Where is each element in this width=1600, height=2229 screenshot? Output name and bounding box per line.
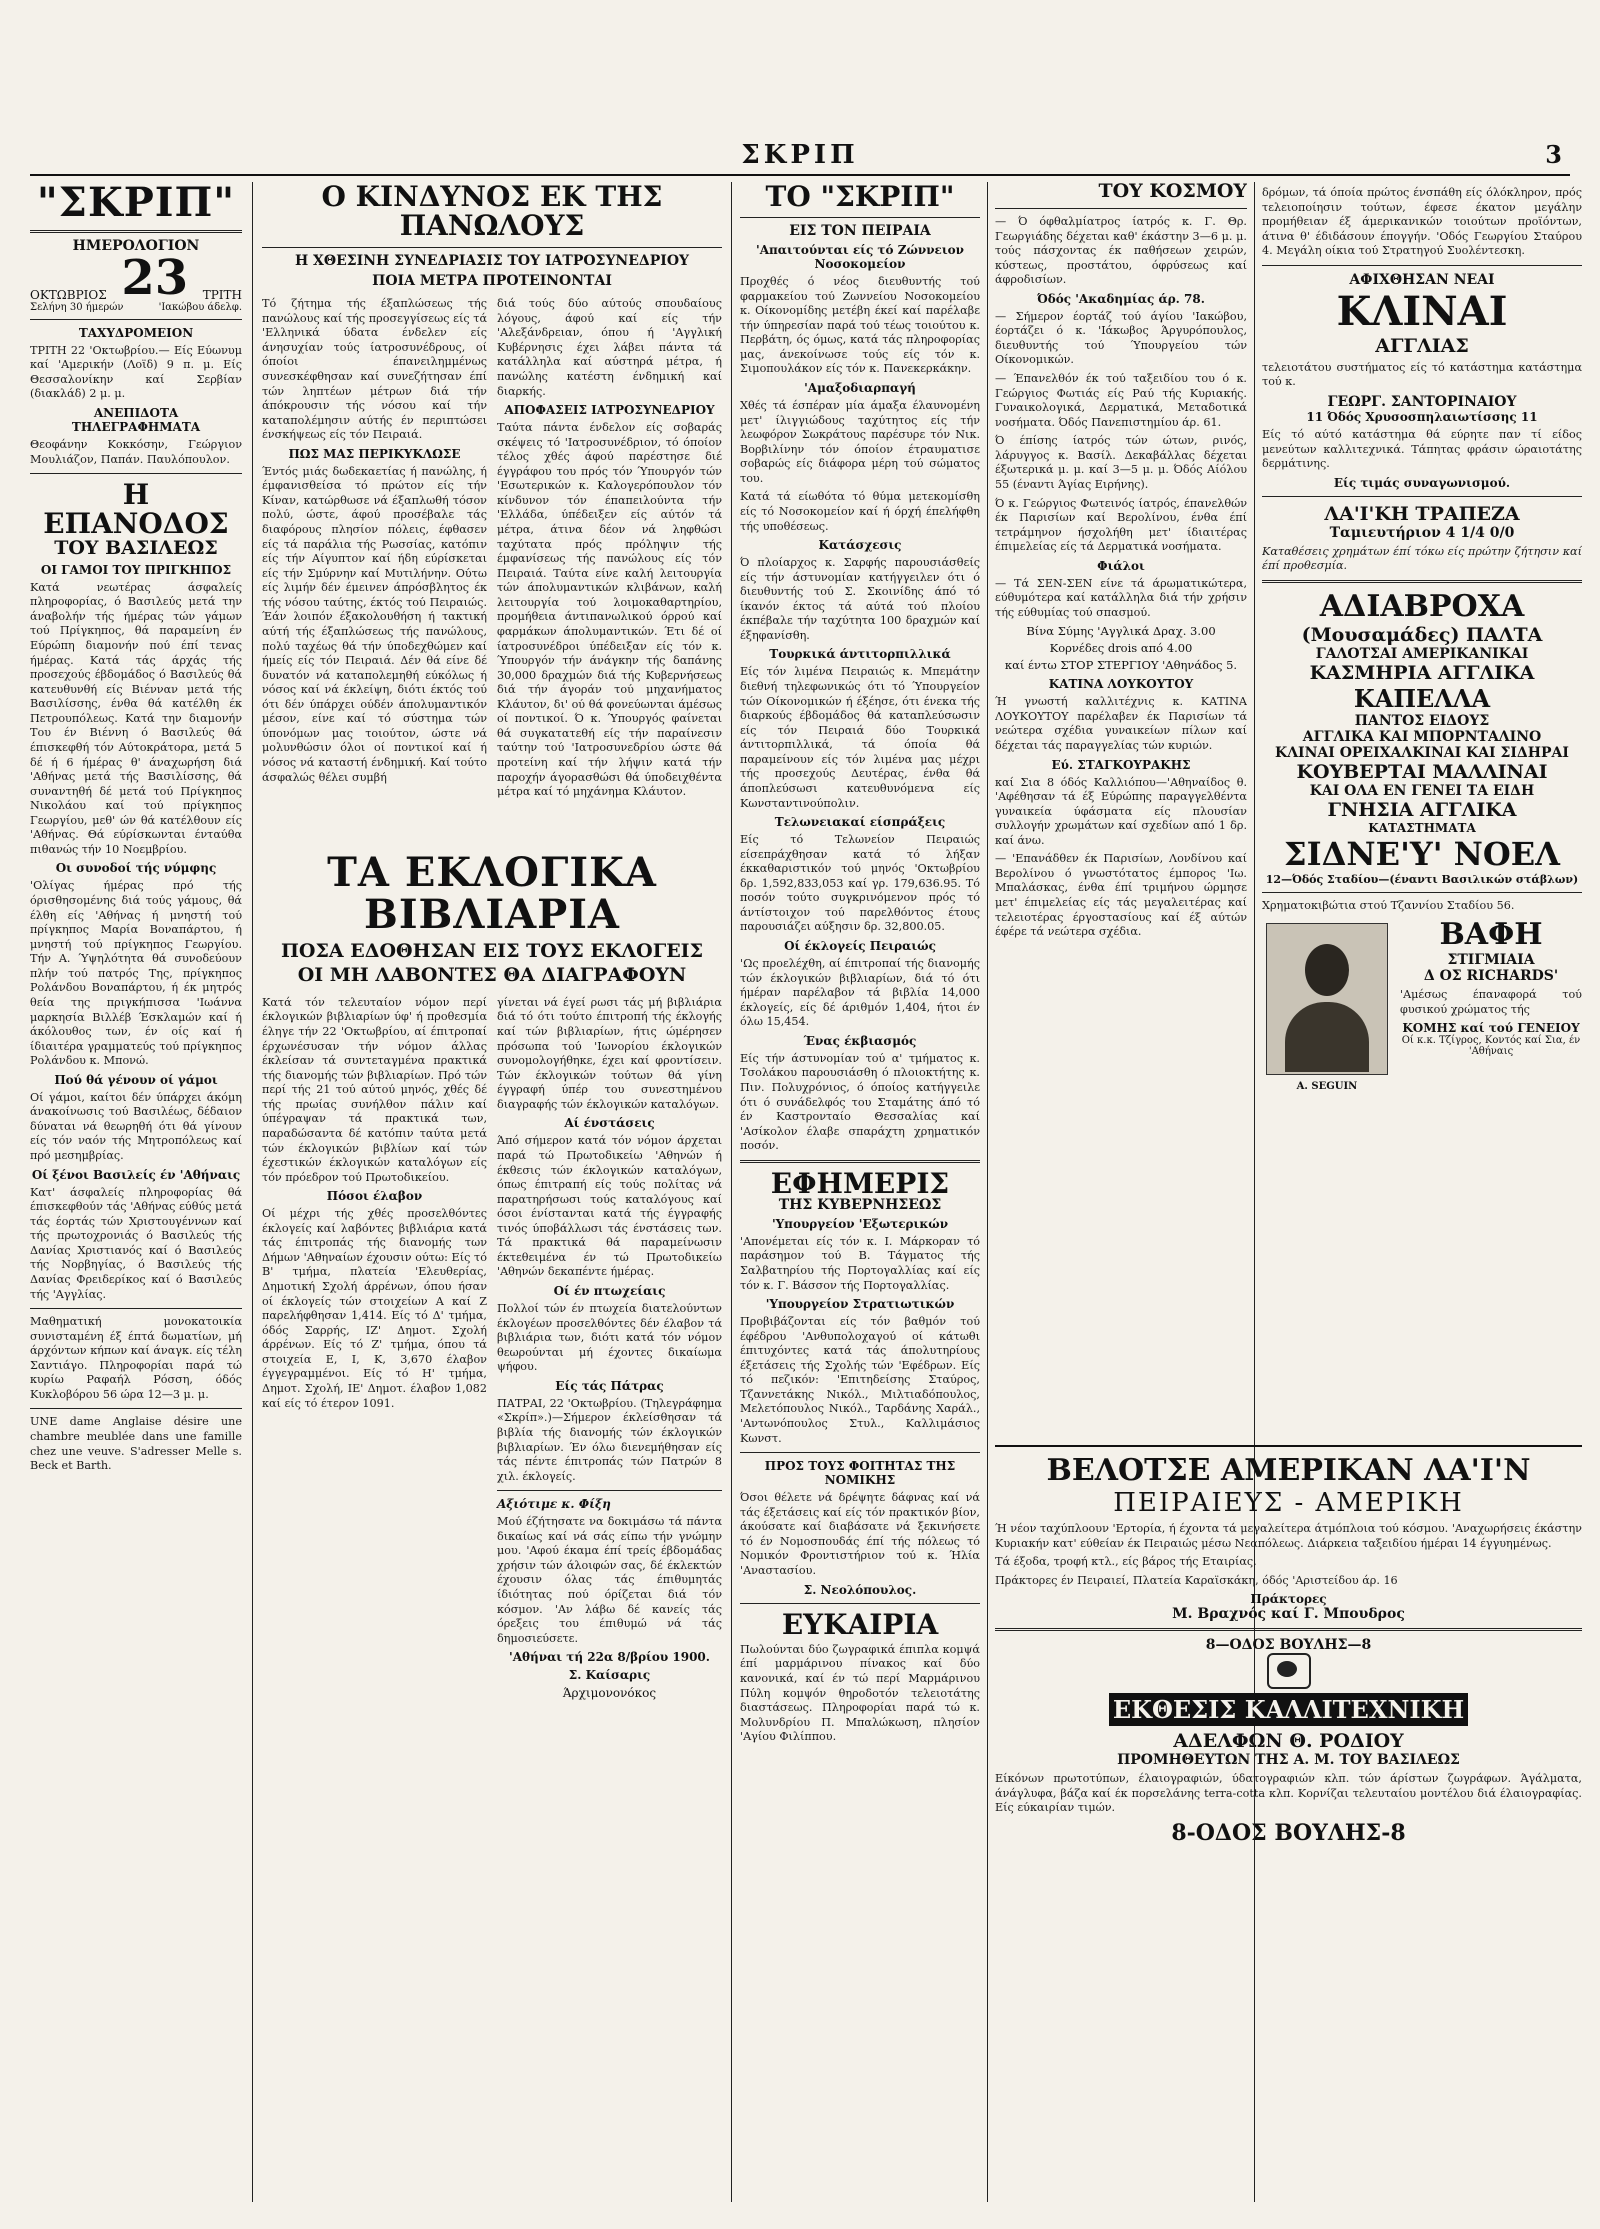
column-ads [1262,182,1582,1437]
army-heading: 'Υπουργείον Στρατιωτικών [765,1297,955,1312]
divider [30,473,242,474]
coats-title: ΑΔΙΑΒΡΟΧΑ [1319,588,1525,624]
divider [740,1452,980,1453]
calendar-moon: Σελήνη 30 ήμερών [30,301,124,313]
shop-text: καί Σια 8 όδός Καλλιόπου—'Αθηναίδος θ. 'Αφέθησαν τά έξ Εύρώπης παραγγελθέντα γυναικεία ύφάσματα είς πλουσίαν συλλογήν χρωμάτων καί σχεδίων από 1 δρ. καί άνω. [995,775,1247,847]
classified-ad: Μαθηματική μονοκατοικία συνισταμένη έξ έπτά δωματίων, μή άρχόντων κήπων καί άναγκ. είς τέλη Σαντιάγο. Πληροφορίαι παρά τώ κυρίω Ραφαήλ Ρόσση, όδός Κυκλοβόρου 56 ώρα 12—3 μ. μ. [30,1315,242,1401]
exhibit-subtitle-2: ΠΡΟΜΗΘΕΥΤΩΝ ΤΗΣ Α. Μ. ΤΟΥ ΒΑΣΙΛΕΩΣ [1117,1752,1460,1769]
spread-text: Έντός μιάς δωδεκαετίας ή πανώλης, ή έμφανισθείσα τό πρώτον είς τήν Κίναν, κατώρθωσε νά έξαπλωθή τόσον πολύ, ώστε, άφού προσέβαλε τάς διαφόρους πλησίον πόλεις, έφθασεν είς τά παράλια τής Ρωσσίας, κατόπιν είς τήν Αίγυπτον καί ήδη εύρίσκεται είς τήν Σμύρνην καί Μυτιλήνην. Ούτω είς λιμήν δέν έμεινεν άπρόσβλητος έκ τής νόσου ταύτης, έκτός τού Πειραιώς. Έάν λοιπόν έξακολουθήση ή τακτική αύτή τής έξαπλώσεως τής πανώλους, πολύ ταχέως θά τήν ύποδεχθώμεν καί ήμείς είς τόν Πειραιά. Δέν θά είνε δέ δυνατόν νά καταπολεμηθή εύκόλως ή νόσος καί νά έκλείψη, διότι έκτός τού ότι δέν ύπάρχει ούδέν άπολυμαντικόν μέσον, είνε καί τό σύστημα τών ύπονόμων μας τοιούτον, ώστε νά μολυνθώσιν όλοι οί ποντικοί καί ή νόσος νά καταστή ένδημική. Καί τούτο άσφαλώς θέλει συμβή [262,464,487,784]
divider [262,247,722,248]
dye-text-2: ΚΟΜΗΣ καί τού ΓΕΝΕΙΟΥ [1402,1021,1580,1036]
column-society [995,182,1247,1437]
column-rule [987,182,988,2202]
coats-line: ΓΝΗΣΙΑ ΑΓΓΛΙΚΑ [1327,798,1517,821]
beds-owner: ΓΕΩΡΓ. ΣΑΝΤΟΡΙΝΑΙΟΥ [1327,393,1517,410]
carriage-text-2: Κατά τά είωθότα τό θύμα μετεκομίσθη είς τό Νοσοκομείον καί ή όρχή έπελήφθη τής υποθέσεως. [740,490,980,533]
booklets-title: ΤΑ ΕΚΛΟΓΙΚΑ ΒΙΒΛΙΑΡΙΑ [327,852,657,938]
bride-heading: Οι συνοδοί τής νύμφης [55,861,217,876]
shipping-agents-label: Πράκτορες [1250,1592,1327,1607]
coats-line: ΚΑΣΜΗΡΙΑ ΑΓΓΛΙΚΑ [1309,661,1535,684]
letter-signature: Σ. Καίσαρις [568,1668,651,1683]
wedding-heading: ΟΙ ΓΑΜΟΙ ΤΟΥ ΠΡΙΓΚΗΠΟΣ [40,562,232,577]
portrait-caption: A. SEGUIN [1296,1081,1358,1093]
booklets-subtitle: ΠΟΣΑ ΕΔΟΘΗΣΑΝ ΕΙΣ ΤΟΥΣ ΕΚΛΟΓΕΙΣ [280,940,704,962]
shipping-and-exhibit-ads [995,1445,1582,2204]
plague-text: Τό ζήτημα τής έξαπλώσεως τής πανώλους καί τής προσεγγίσεως είς τά 'Ελληνικά ύδατα ένδελεν είς άνησυχίαν τούς ίατροσυνέδρους, οί όποίοι έπανειλημμένως συνεσκέφθησαν καί συνεζήτησαν έπί τών ληπτέων μέτρων διά τήν άπόκρουσιν τής νόσου καί τήν καταπολέμησιν αύτής έν περιπτώσει ένσκήψεως είς τόν Πειραιά. [262,297,487,442]
when-heading: Πού θά γένουν οί γάμοι [54,1072,218,1087]
seizure-text: Ό πλοίαρχος κ. Σαρφής παρουσιάσθείς είς τήν άστυνομίαν κατήγγειλεν ότι ό διευθυντής τού Σ. Σκοινίδης άπό τό ίκανόν έκτος τά αύτά τού πλοίου έκπέβαλε τήν ταχύτητα 100 δραχμών καί έξηφανίσθη. [740,556,980,642]
post-heading: ΤΑΧΥΔΡΟΜΕΙΟΝ [78,325,194,340]
safes-text: Χρηματοκιβώτια στού Τζαννίου Σταδίου 56. [1262,898,1515,912]
beds-prices: Είς τιμάς συναγωνισμού. [1333,475,1511,490]
plague-article [262,182,722,842]
army-text: Προβιβάζονται είς τόν βαθμόν τού έφέδρου 'Ανθυπολοχαγού οί κάτωθι έπιτυχόντες κατά τάς άπολυτηρίους έξετάσεις τής Σχολής τών 'Εφέδρων. Είς τό πεζικόν: 'Επιτηδείσης Σταύρος, Τζαννετάκης Νικόλ., Μιλτιαδόπουλος, Μελετόπουλος Νικόλ., Ταρδάνης Χαράλ., 'Αντωνόπουλος Στυλ., Καλλιμάσιος Κωνστ. [740,1315,980,1445]
price-line: Κορνέδες drois από 4.00 [1049,641,1193,656]
bargain-title: ΕΥΚΑΙΡΙΑ [781,1607,939,1641]
law-text: Όσοι θέλετε νά δρέψητε δάφνας καί νά τάς έξετάσεις καί είς τόν πρακτικόν βίον, άκούσατε καί διαβάσατε νά ξεκινήσετε τό έν Νομοσπουδάς έπί τής πόλεως τό Νομικόν Φροντιστήριον τού κ. Ήλία 'Αναστασίου. [740,1491,980,1577]
hospital-text: Προχθές ό νέος διευθυντής τού φαρμακείου τού Ζωννείου Νοσοκομείου κ. Οίκονομίδης μετέβη έκεί καί παρέλαβε τήν ύπηρεσίαν παρά τού τέως τοιούτου κ. Περβάτη, ός όμως, κατά τάς πληροφορίας μας, άνεκοίνωσε τούς είς τόν κ. Σιμοπουλάκον είς τόν κ. Πανεκερκάκην. [740,275,980,376]
divider [1262,580,1582,583]
bargain-text: Πωλούνται δύο ζωγραφικά έπιπλα κομψά έπί μαρμάρινου πίνακος καί δύο κανονικά, καί έν τώ περί Μαρμάρινου Πύλη κομψόν θηροδοτόν τελειοτάτης διαστάσεως. Πληροφορίαι παρά τώ κ. Μολυνδρίου Π. Μπαλώκωση, πλησίον 'Αγίου Φιλίππου. [740,1642,980,1744]
shop-name: ΣΙΔΝΕ'Υ' ΝΟΕΛ [1284,834,1560,873]
dye-text: 'Αμέσως έπαναφορά τού φυσικού χρώματος τής [1400,988,1582,1016]
shipping-agents: Πράκτορες έν Πειραιεί, Πλατεία Καραϊσκάκη, όδός 'Αριστείδου άρ. 16 [995,1573,1398,1587]
decisions-text: Ταύτα πάντα ένδελον είς σοβαράς σκέψεις τό 'Ιατροσυνέδριον, τό όποίον τέλος χθές άφού παρέστησε διέ έγγράφου του πρός τόν Ύπουργόν τών 'Εσωτερικών κ. Καλογερόπουλον τόν κίνδυνον τόν έπαπειλούντα τήν 'Ελλάδα, ύπέδειξεν είς αύτόν τά μέτρα, άτινα δέον νά ληφθώσι ταχύτατα πρός πρόληψιν τής έμφανίσεως τής πανώλους είς τόν Πειραιά. Ταύτα είνε καλή λειτουργία τών άπολυμαντικών κλιβάνων, καλή λειτουργία τού λοιμοκαθαρτηρίου, προμήθεια άντιπανωλικού όρρού καί φαρμάκων άπολυμαντικών. Έτι δέ οί ίατροσυνέδροι ύπέδειξαν είς τόν κ. Ύπουργόν τήν άνάγκην τής δαπάνης 30,000 δραχμών διά τής Κυβερνήσεως διά τήν άγοράν τού μηχανήματος Κλάυτον, δι' ού θά φονεύωνται άμέσως οί ποντικοί. Ό κ. Ύπουργός φαίνεται θά συγκατατεθή είς τήν παραίνεσιν ταύτην τού 'Ιατροσυνεδρίου ώστε θά προτείνη καί τήν λήψιν κατά τήν παροχήν άγορασθώσι θά ύποδειχθέντα μέτρα καί τό μηχάνημα Κλάυτον. [497,421,722,799]
booklets-text: Άπό σήμερον κατά τόν νόμον άρχεται παρά τώ Πρωτοδικείω 'Αθηνών ή έκθεσις τών έκλογικών καταλόγων, όπως έπιτραπή είς τούς πολίτας νά παρατηρήσωσι τούς καταλόγους καί όσοι ένίστανται κατά τής έγγραφής τινός ύποβάλλωσι τάς ένστάσεις των. Τά πρακτικά θά παραμείνωσιν έκτεθειμένα έν τώ Πρωτοδικείω 'Αθηνών δεκαπέντε ήμέρας. [497,1134,722,1279]
telegrams-text: Θεοφάνην Κοκκόσην, Γεώργιον Μουλιάζον, Παπάν. Παυλόπουλον. [30,437,242,466]
patras-heading: Είς τάς Πάτρας [555,1378,664,1393]
masthead: ΣΚΡΙΠ [741,140,859,170]
paper-title: "ΣΚΡΙΠ" [36,182,236,226]
seizure-heading: Κατάσχεσις [818,538,902,553]
carriage-text: Χθές τά έσπέραν μία άμαξα έλαυνομένη μετ' ίλιγγιώδους ταχύτητος είς τήν λεωφόρον Σωκράτους παρέσυρε τόν Νικ. Βορβιλίνην τόν όποίον έτραυματισε σοβαρώς είς διάφορα μέρη τού σώματος του. [740,399,980,485]
shop-label: ΚΑΤΑΣΤΗΜΑΤΑ [1368,820,1476,835]
piraeus-subtitle: ΕΙΣ ΤΟΝ ΠΕΙΡΑΙΑ [789,223,931,240]
incident-text: Είς τήν άστυνομίαν τού α' τμήματος κ. Τσολάκου παρουσιάσθη ό πλοιοκτήτης κ. Πιν. Πολυχρόνιος, ό όποίος κατήγγειλε ότι ό συνάδελφός του Σταμάτης άπό τό έν Καστρονταίο Θεσσαλίας καί 'Ασίκολον έλαβε σπαράχτη χρηματικόν ποσόν. [740,1051,980,1153]
calendar-saint: 'Ιακώβου άδελφ. [158,301,242,313]
bride-text: 'Ολίγας ήμέρας πρό τής όρισθησομένης διά τούς γάμους, θά έλθη είς 'Αθήνας ή μνηστή τού πρίγκηπος Μαρία Βοναπάρτου, ή μνηστή τού πρίγκηπος Γεωργίου. Τήν Α. Ύψηλότητα θά συνοδεύουν πλήν τού πατρός Της, πρίγκηπος Ρολάνδου Βοναπάρτου, ή έκ μητρός θεία της πριγκήπισσα 'Ιωάννα μαρκησία Βιλλέβ Έσκλαμών καί ή άκόλουθος των, έν οίς καί ή ίδιαιτέρα γραμματεύς τού πρίγκηπος Ρολάνδου κ. Μπονώ. [30,879,242,1068]
kings-text: Κατ' άσφαλείς πληροφορίας θά έπισκεφθούν τάς 'Αθήνας εύθύς μετά τάς έορτάς τών Χριστουγέννων καί τής πρωτοχρονιάς ό Βασιλεύς τής Δανίας Χριστιανός καί ό Βασιλεύς τής Νορβηγίας, ό Βασιλεύς τής Δανίας Φρειδερίκος καί ό Βασιλεύς τής 'Αγγλίας. [30,1185,242,1301]
divider [995,208,1247,209]
divider [1262,496,1582,497]
exhibit-subtitle: ΑΔΕΛΦΩΝ Θ. ΡΟΔΙΟΥ [1173,1730,1404,1753]
customs-heading: Τελωνειακαί είσπράξεις [774,815,946,830]
doctor-notice: — Ό όφθαλμίατρος ίατρός κ. Γ. Θρ. Γεωργιάδης δέχεται καθ' έκάστην 3—6 μ. μ. τούς πάσχοντας έκ παθήσεων χειρών, κύστεως, προστάτου, όφρύσεως καί άφροδισίων. [995,214,1247,287]
dye-title: ΒΑΦΗ [1439,917,1543,953]
foreign-text: 'Απονέμεται είς τόν κ. Ι. Μάρκοραν τό παράσημον τού Β. Τάγματος τής Σαλβατηρίου τής Πορτογαλλίας καί είς τόν κ. Γ. Βάσσον τής Πορτογαλλίας. [740,1234,980,1292]
plague-text-cont: διά τούς δύο αύτούς σπουδαίους λόγους, άφού καί είς τήν 'Αλεξάνδρειαν, όπου ή 'Αγγλική Κυβέρνησις έχει λάβει πάντα τά κατάλληλα καί αύστηρά μέτρα, ή πανώλης κατέστη ένδημική καί διαρκής. [497,297,722,398]
beds-text: τελειοτάτου συστήματος είς τό κατάστημα κατάστημα τού κ. [1262,360,1582,389]
street-address-bottom: 8-ΟΔΟΣ ΒΟΥΛΗΣ-8 [1171,1819,1406,1846]
divider [497,1490,722,1491]
coats-line: ΓΑΛΟΤΣΑΙ ΑΜΕΡΙΚΑΝΙΚΑΙ [1315,645,1529,662]
column-rule [252,182,253,2202]
poor-heading: Οί έν πτωχείαις [553,1284,666,1298]
tech-text: — Τά ΣΕΝ-ΣΕΝ είνε τά άρωματικώτερα, εύθυμότερα καί κατάλληλα διά τήν χρήσιν τής εύθυμίας τού σπασμού. [995,576,1247,619]
classified-ad: UNE dame Anglaise désire une chambre meublée dans une famille chez une veuve. S'adresser Melle s. Beck et Barth. [30,1415,242,1473]
letter-role: Άρχιμονονόκος [562,1686,657,1701]
return-subheading: ΤΟΥ ΒΑΣΙΛΕΩΣ [54,536,218,559]
calendar-box [30,249,242,313]
shipping-agents-names: Μ. Βραχνός καί Γ. Μπουδρος [1172,1606,1405,1623]
royal-crest-icon [1267,1653,1311,1689]
shipping-text: Ή νέον ταχύπλοουν 'Ερτορία, ή έχοντα τά μεγαλείτερα άτμόπλοια τού κόσμου. 'Αναχωρήσεις έκάστην Κυριακήν κατ' εύθείαν έκ Πειραιώς μέσω Νεαπόλεως. Διάρκεια ταξειδίου ήμέραι 14 έγγυημένως. [995,1522,1582,1550]
divider [30,230,242,233]
shop-address: 12—Όδός Σταδίου—(έναντι Βασιλικών στάβλων) [1265,872,1579,886]
booklets-article [262,852,722,2202]
divider [1262,265,1582,266]
how-many-heading: Πόσοι έλαβον [326,1189,423,1204]
beds-subtitle: ΑΓΓΛΙΑΣ [1375,334,1469,357]
society-news: — Έπανελθόν έκ τού ταξειδίου του ό κ. Γεώργιος Φωτιάς είς Ραύ τής Κυριακής. Γυναικολογικά, Δερματικά, Μεταδοτικά νοσήματα. Όδός Πανεπιστημίου άρ. 61. [995,372,1247,429]
bank-title: ΛΑ'Ι'ΚΗ ΤΡΑΠΕΖΑ [1324,502,1520,525]
decisions-heading: ΑΠΟΦΑΣΕΙΣ ΙΑΤΡΟΣΥΝΕΔΡΙΟΥ [504,403,715,418]
exhibit-title: ΕΚΘΕΣΙΣ ΚΑΛΛΙΤΕΧΝΙΚΗ [1109,1693,1468,1726]
dye-seller: Οί κ.κ. Τζίγρος, Κοντός καί Σια, έν 'Αθήναις [1401,1035,1581,1058]
wedding-text: Κατά νεωτέρας άσφαλείς πληροφορίας, ό Βασιλεύς μετά την άναβολήν τής ήμέρας τών γάμων τού Πρίγκηπος, θά παραμείνη έν Εύρώπη διαμονήν πού έπί τενας ήμέρας. Κατά τάς άρχάς τής προσεχούς έβδομάδος ό Βασιλεύς θά κατευθυνθή είς Βιένναν μετά τής Βασιλίσσης, ένθα θά κατέλθη έκ Πετρουπόλεως. Κατά την διαμονήν Του έν Βιέννη ό Βασιλεύς θά έπισκεφθή τόν Αύτοκράτορα, μετά 5 δέ ή 6 ήμέρας θ' άναχωρήση διά 'Αθήνας μετά τής Βασιλίσσης, θά συναντηθή δέ μετά τού Πρίγκηπος Νικολάου καί τού πρίγκηπος Γεωργίου, μεθ' ών θά κατέλθουν είς 'Αθήνας. Θά εύρίσκωνται ένταύθα πιθανώς τήν 10 Νοεμβρίου. [30,580,242,856]
milliner-text: Ή γνωστή καλλιτέχνις κ. ΚΑΤΙΝΑ ΛΟΥΚΟΥΤΟΥ παρέλαβεν έκ Παρισίων τά νεώτερα σχέδια γυναικείων πίλων καί δέχεται τάς παραγγελίας τών κυριών. [995,695,1247,752]
turkish-text: Είς τόν λιμένα Πειραιώς κ. Μπεμάτην διεθνή τηλεφωνικώς ότι τό Ύπουργείον τών Οίκονομικών ή έξέησε, ότι ένεκα τής διαρκούς έβδομάδος θά καταπλεύσωσιν είς τόν Πειραιά δύο Τουρκικά άντιτορπιλλικά, τά όποία θά παραμείνουν είς τόν λιμένα μας μέχρι τής προσεχούς Δευτέρας, ένθα θά άποπλεύσωσι κατευθυνόμενα είς Κωνσταντινούπολιν. [740,665,980,810]
divider [30,319,242,320]
customs-text: Είς τό Τελωνείον Πειραιώς είσεπράχθησαν κατά τό λήξαν έκκαθαριστικόν τού μηνός 'Οκτωβρίου δρ. 1,592,833,053 καί γρ. 179,636.95. Τό ποσόν τούτο συγκρινόμενον πρός τό άντίστοιχον τού παρελθόντος έτους παρουσιάζει αύξησιν δρ. 32,800.05. [740,833,980,934]
price-line: καί έντω ΣΤΟΡ ΣΤΕΡΓΙΟΥ 'Αθηνάδος 5. [1004,658,1238,673]
page-number: 3 [1545,140,1562,169]
coats-line: ΑΓΓΛΙΚΑ ΚΑΙ ΜΠΟΡΝΤΑΛΙΝΟ [1302,728,1542,745]
price-line: Βίνα Σύμης 'Αγγλικά Δραχ. 3.00 [1026,624,1216,639]
beds-label: ΑΦΙΧΘΗΣΑΝ ΝΕΑΙ [1349,271,1495,288]
post-text: ΤΡΙΤΗ 22 'Οκτωβρίου.— Είς Εύωνυμ καί 'Αμερικήν (Λοϊδ) 9 π. μ. Είς Θεσσαλονίκην καί Σερβίαν (διακλάδ) 2 μ. μ. [30,343,242,401]
hospital-heading: 'Απαιτούνται είς τό Ζώννειον Νοσοκομείον [756,243,964,272]
exhibit-text: Είκόνων πρωτοτύπων, έλαιογραφιών, ύδατογραφιών κλπ. τών άρίστων ζωγράφων. Άγάλματα, άνάγλυφα, βάζα καί έκ πορσελάνης terra-cotta κλπ. Κορνίζαι τελευταίου μοντέλου διά έλαιογραφίας. Είς εύκαιρίαν τιμών. [995,1772,1582,1815]
beds-title: ΚΛΙΝΑΙ [1336,287,1508,335]
coats-line: ΚΛΙΝΑΙ ΟΡΕΙΧΑΛΚΙΝΑΙ ΚΑΙ ΣΙΔΗΡΑΙ [1275,744,1569,761]
calendar-label: ΗΜΕΡΟΛΟΓΙΟΝ [72,238,200,254]
measures-title: ΠΟΙΑ ΜΕΤΡΑ ΠΡΟΤΕΙΝΟΝΤΑΙ [372,273,612,290]
law-signature: Σ. Νεολόπουλος. [803,1582,917,1597]
spread-heading: ΠΩΣ ΜΑΣ ΠΕΡΙΚΥΚΛΩΣΕ [288,446,461,461]
beds-address: 11 Όδός Χρυσοσπηλαιωτίσσης 11 [1306,409,1538,424]
street-address-top: 8—ΟΔΟΣ ΒΟΥΛΗΣ—8 [1205,1637,1372,1654]
piraeus-title: ΤΟ "ΣΚΡΙΠ" [765,182,955,213]
incident-heading: Ένας έκβιασμός [803,1033,917,1048]
foreign-heading: 'Υπουργείον 'Εξωτερικών [771,1216,949,1231]
dye-brand: Δ ΟΣ RICHARDS' [1423,968,1559,985]
divider [740,1160,980,1163]
calendar-weekday: ΤΡΙΤΗ [202,287,242,302]
coats-line: (Μουσαμάδες) ΠΑΛΤΑ [1301,623,1543,646]
when-text: Οί γάμοι, καίτοι δέν ύπάρχει άκόμη άνακοίνωσις τού Βασιλέως, δέδαιον δύναται νά θεωρηθή ότι θά γίνουν είς τόν ναόν τής Μητροπόλεως καί πρό μεσημβρίας. [30,1090,242,1163]
dye-subtitle: ΣΤΙΓΜΙΑΙΑ [1447,952,1535,969]
beds-text-2: Είς τό αύτό κατάστημα θά εύρητε παν τί είδος μενεύτων καλλιτεχνικά. Τάπητας φράσιν ώραιοτάτης δερμάτινης. [1262,427,1582,471]
divider [1262,892,1582,893]
calendar-month: ΟΚΤΩΒΡΙΟΣ [30,287,107,302]
society-news: Ό κ. Γεώργιος Φωτεινός ίατρός, έπανελθών έκ Παρισίων καί Βερολίνου, ένθα έπί τετράμηνον ήσχολήθη μετ' ίδιαιτέρας έπιμελείας είς τά Δερματικά νοσήματα. [995,496,1247,554]
booklets-text: Πολλοί τών έν πτωχεία διατελούντων έκλογέων προσελθόντες δέν έλαβον τά βιβλιάρια των, διότι κατά τόν νόμον θεωρούνται μή έχοντες δικαίωμα ψήφου. [497,1302,722,1374]
shipping-title: ΒΕΛΟΤΣΕ ΑΜΕΡΙΚΑΝ ΛΑ'Ι'Ν [1046,1453,1531,1488]
bank-rate: Ταμιευτήριον 4 1/4 0/0 [1329,524,1515,541]
society-title: ΤΟΥ ΚΟΣΜΟΥ [1098,182,1247,202]
divider [740,217,980,218]
patras-text: ΠΑΤΡΑΙ, 22 'Οκτωβρίου. (Τηλεγράφημα «Σκρίπ».)—Σήμερον έκλείσθησαν τά βιβλία τής διανομής τών έκλογικών βιβλιαρίων. Έν όλω διενεμήθησαν είς τάς πέντε έπιτροπάς τών Πατρών 8 χιλ. έκλογείς. [497,1396,722,1483]
letter-text: Μού έζήτησατε να δοκιμάσω τά πάντα δικαίως καί νά σάς είπω τήν γνώμην μου. 'Αφού έκαμα έπί τρείς έβδομάδας χρήσιν τών άλοιφών σας, δέ έκλεκτών έχουσιν όλας τάς έπιθυμητάς ίδιότητας πού όρίζεται διά τόν κόσμον. 'Αν λάβω δέ κανείς τάς όρεξεις του έπιθυμώ νά τάς δημοσιεύσετε. [497,1515,722,1645]
column-piraeus [740,182,980,2202]
plague-title: Ο ΚΙΝΔΥΝΟΣ ΕΚ ΤΗΣ ΠΑΝΩΛΟΥΣ [321,182,663,243]
return-heading: Η ΕΠΑΝΟΔΟΣ [43,478,229,541]
booklets-text: γίνεται νά έγεί ρωσι τάς μή βιβλιάρια διά τό ότι τούτο έπιτροπή τής έκλογής καί τών βιβλιαρίων, ήτις ώμέρησεν πρόσωπα τού 'Ιωνορίου έκλογικών συνομολογήθηκε, έχει καί φροντίσειν. Τών έκλογικών τούτων θά γίνη έγγραφή ύπέρ του συνεστημένου διαγραφής τών έκλογικών καταλόγων. [497,995,722,1111]
bank-text: Καταθέσεις χρημάτων έπί τόκω είς πρώτην ζήτησιν καί έπί προθεσμία. [1262,544,1582,573]
shipping-route: ΠΕΙΡΑΙΕΥΣ - ΑΜΕΡΙΚΗ [1113,1488,1464,1518]
booklets-text: Οί μέχρι τής χθές προσελθόντες έκλογείς καί λαβόντες βιβλιάρια κατά τάς έπιτροπάς τής διανομής των Δήμων 'Αθηναίων έχουσιν ούτω: Είς τό Β' τμήμα, πλατεία 'Ελευθερίας, Δημοτική Σχολή άρρένων, όπου ήσαν οί έκλογείς τών στοιχείων Α καί Ζ παρελήφθησαν 1,414. Είς τό Δ' τμήμα, όδός Σαρρής, ΙΖ' Δημοτ. Σχολή άρρένων. Είς τό Ζ' τμήμα, όπου τά στοιχεία Ε, Ι, Κ, 3,670 έλαβον έγγεγραμμένοι. Είς τό Η' τμήμα, Δημοτ. Σχολή, ΙΕ' Δημοτ. έλαβον 1,082 καί είς τό έτερον 1091. [262,1207,487,1410]
letter-date: 'Αθήναι τή 22α 8/βρίου 1900. [509,1650,710,1665]
society-news: Ό έπίσης ίατρός τών ώτων, ρινός, λάρυγγος κ. Βασίλ. Δεκαβάλλας δέχεται έξωτερικά μ. μ. καί 3—5 μ. μ. Όδός Αίόλου 55 (έναντι Άγίας Ειρήνης). [995,434,1247,491]
carriage-heading: 'Αμαξοδιαρπαγή [804,381,916,396]
column-rule [731,182,732,2202]
elections-text: 'Ως προελέχθη, αί έπιτροπαί τής διανομής τών έκλογικών βιβλιαρίων, διά τό ότι ήμέραν παρέλαβον τά βιβλία 14,000 έκλογείς, είς δέ άριθμόν 1,404, ήτοι έν όλω 15,454. [740,957,980,1029]
coats-line: ΚΟΥΒΕΡΤΑΙ ΜΑΛΛΙΝΑΙ [1296,760,1548,783]
shop-heading: Εύ. ΣΤΑΓΚΟΥΡΑΚΗΣ [1051,757,1191,772]
law-heading: ΠΡΟΣ ΤΟΥΣ ΦΟΙΤΗΤΑΣ ΤΗΣ ΝΟΜΙΚΗΣ [764,1459,956,1488]
coats-line: ΚΑΙ ΟΛΑ ΕΝ ΓΕΝΕΙ ΤΑ ΕΙΔΗ [1309,782,1535,799]
merchant-text: — 'Επανάδθεν έκ Παρισίων, Λονδίνου καί Βερολίνου ό γνωστότατος έμπορος 'Ιω. Μπαλάσκας, ένθα έπί τριμήνου ώρμησε μετ' έπιμελείας είς τάς μεγαλειτέρας καί τελειοτέρας έργοστασίους καί έξ αύτών έφέρε τά νεώτερα σχέδια. [995,852,1247,939]
divider [30,1308,242,1309]
milliner-name: ΚΑΤΙΝΑ ΛΟΥΚΟΥΤΟΥ [1048,677,1194,692]
column-calendar [30,182,242,2202]
elections-heading: Οί έκλογείς Πειραιώς [784,939,936,954]
divider [995,1628,1582,1631]
society-news: — Σήμερον έορτάζ τού άγίου 'Ιακώβου, έορτάζει ό κ. 'Ιάκωβος Άργυρόπουλος, διευθυντής τού Ύπουργείου τών Οίκονομικών. [995,309,1247,367]
doctor-address: Όδός 'Ακαδημίας άρ. 78. [1037,291,1205,306]
booklets-subtitle-2: ΟΙ ΜΗ ΛΑΒΟΝΤΕΣ ΘΑ ΔΙΑΓΡΑΦΟΥΝ [297,963,687,986]
page-header [30,140,1570,176]
coats-line: ΠΑΝΤΟΣ ΕΙΔΟΥΣ [1354,712,1490,729]
gazette-title: ΕΦΗΜΕΡΙΣ [770,1166,950,1200]
shipping-text-2: Τά έξοδα, τροφή κτλ., είς βάρος τής Εταιρίας. [995,1555,1257,1569]
turkish-heading: Τουρκικά άντιτορπιλλικά [769,647,951,662]
letter-salutation: Αξιότιμε κ. Φίξη [497,1497,611,1512]
tech-heading: Φιάλοι [1097,558,1145,573]
divider [740,1603,980,1604]
booklets-text: Κατά τόν τελευταίον νόμον περί έκλογικών βιβλιαρίων ύφ' ή προθεσμία έληγε τήν 22 'Οκτωβρίου, αί έπιτροπαί έρχωνέσυσαν τήν νόμον άλλας έκλείσαν τά συντεταγμένα πρακτικά τής διανομής τών βιβλιαρίων. Πρό τών περί τής 21 τού αύτού μηνός, χθές δέ τής πρωίας συνήλθον πάλιν καί ύπέγραψαν τά πρακτικά των, παραδώσαντα δέ κατόπιν ταύτα μετά τών έκλογικών βιβλίων καί τών έχεστικών έκλογικών καταλόγων είς τόν πρόεδρον τού Πρωτοδικείου. [262,995,487,1184]
kings-heading: Οί ξένοι Βασιλείς έν 'Αθήναις [31,1167,241,1182]
complaints-heading: Αί ένστάσεις [564,1116,655,1131]
meeting-title: Η ΧΘΕΣΙΝΗ ΣΥΝΕΔΡΙΑΣΙΣ ΤΟΥ ΙΑΤΡΟΣΥΝΕΔΡΙΟΥ [294,252,690,269]
society-text-cont: δρόμων, τά όποία πρώτος ένσπάθη είς όλόκληρον, πρός τελειοποίησιν τούτων, έφεσε έκατον μεγάλην προμήθειαν έξ άμερικανικών τοιούτων προϊόντων, άτινα θ' έδιδάσουν έπογγήν. 'Οδός Γεωργίου Σταύρου 4. Μεγάλη οίκια τού Στρατηγού Συολέντεσκη. [1262,186,1582,258]
divider [30,1408,242,1409]
calendar-day: 23 [121,249,189,306]
telegrams-heading: ΑΝΕΠΙΔΟΤΑ ΤΗΛΕΓΡΑΦΗΜΑΤΑ [71,405,201,434]
gazette-subtitle: ΤΗΣ ΚΥΒΕΡΝΗΣΕΩΣ [778,1197,942,1214]
coats-line: ΚΑΠΕΛΛΑ [1353,683,1491,713]
portrait-engraving [1266,923,1388,1075]
